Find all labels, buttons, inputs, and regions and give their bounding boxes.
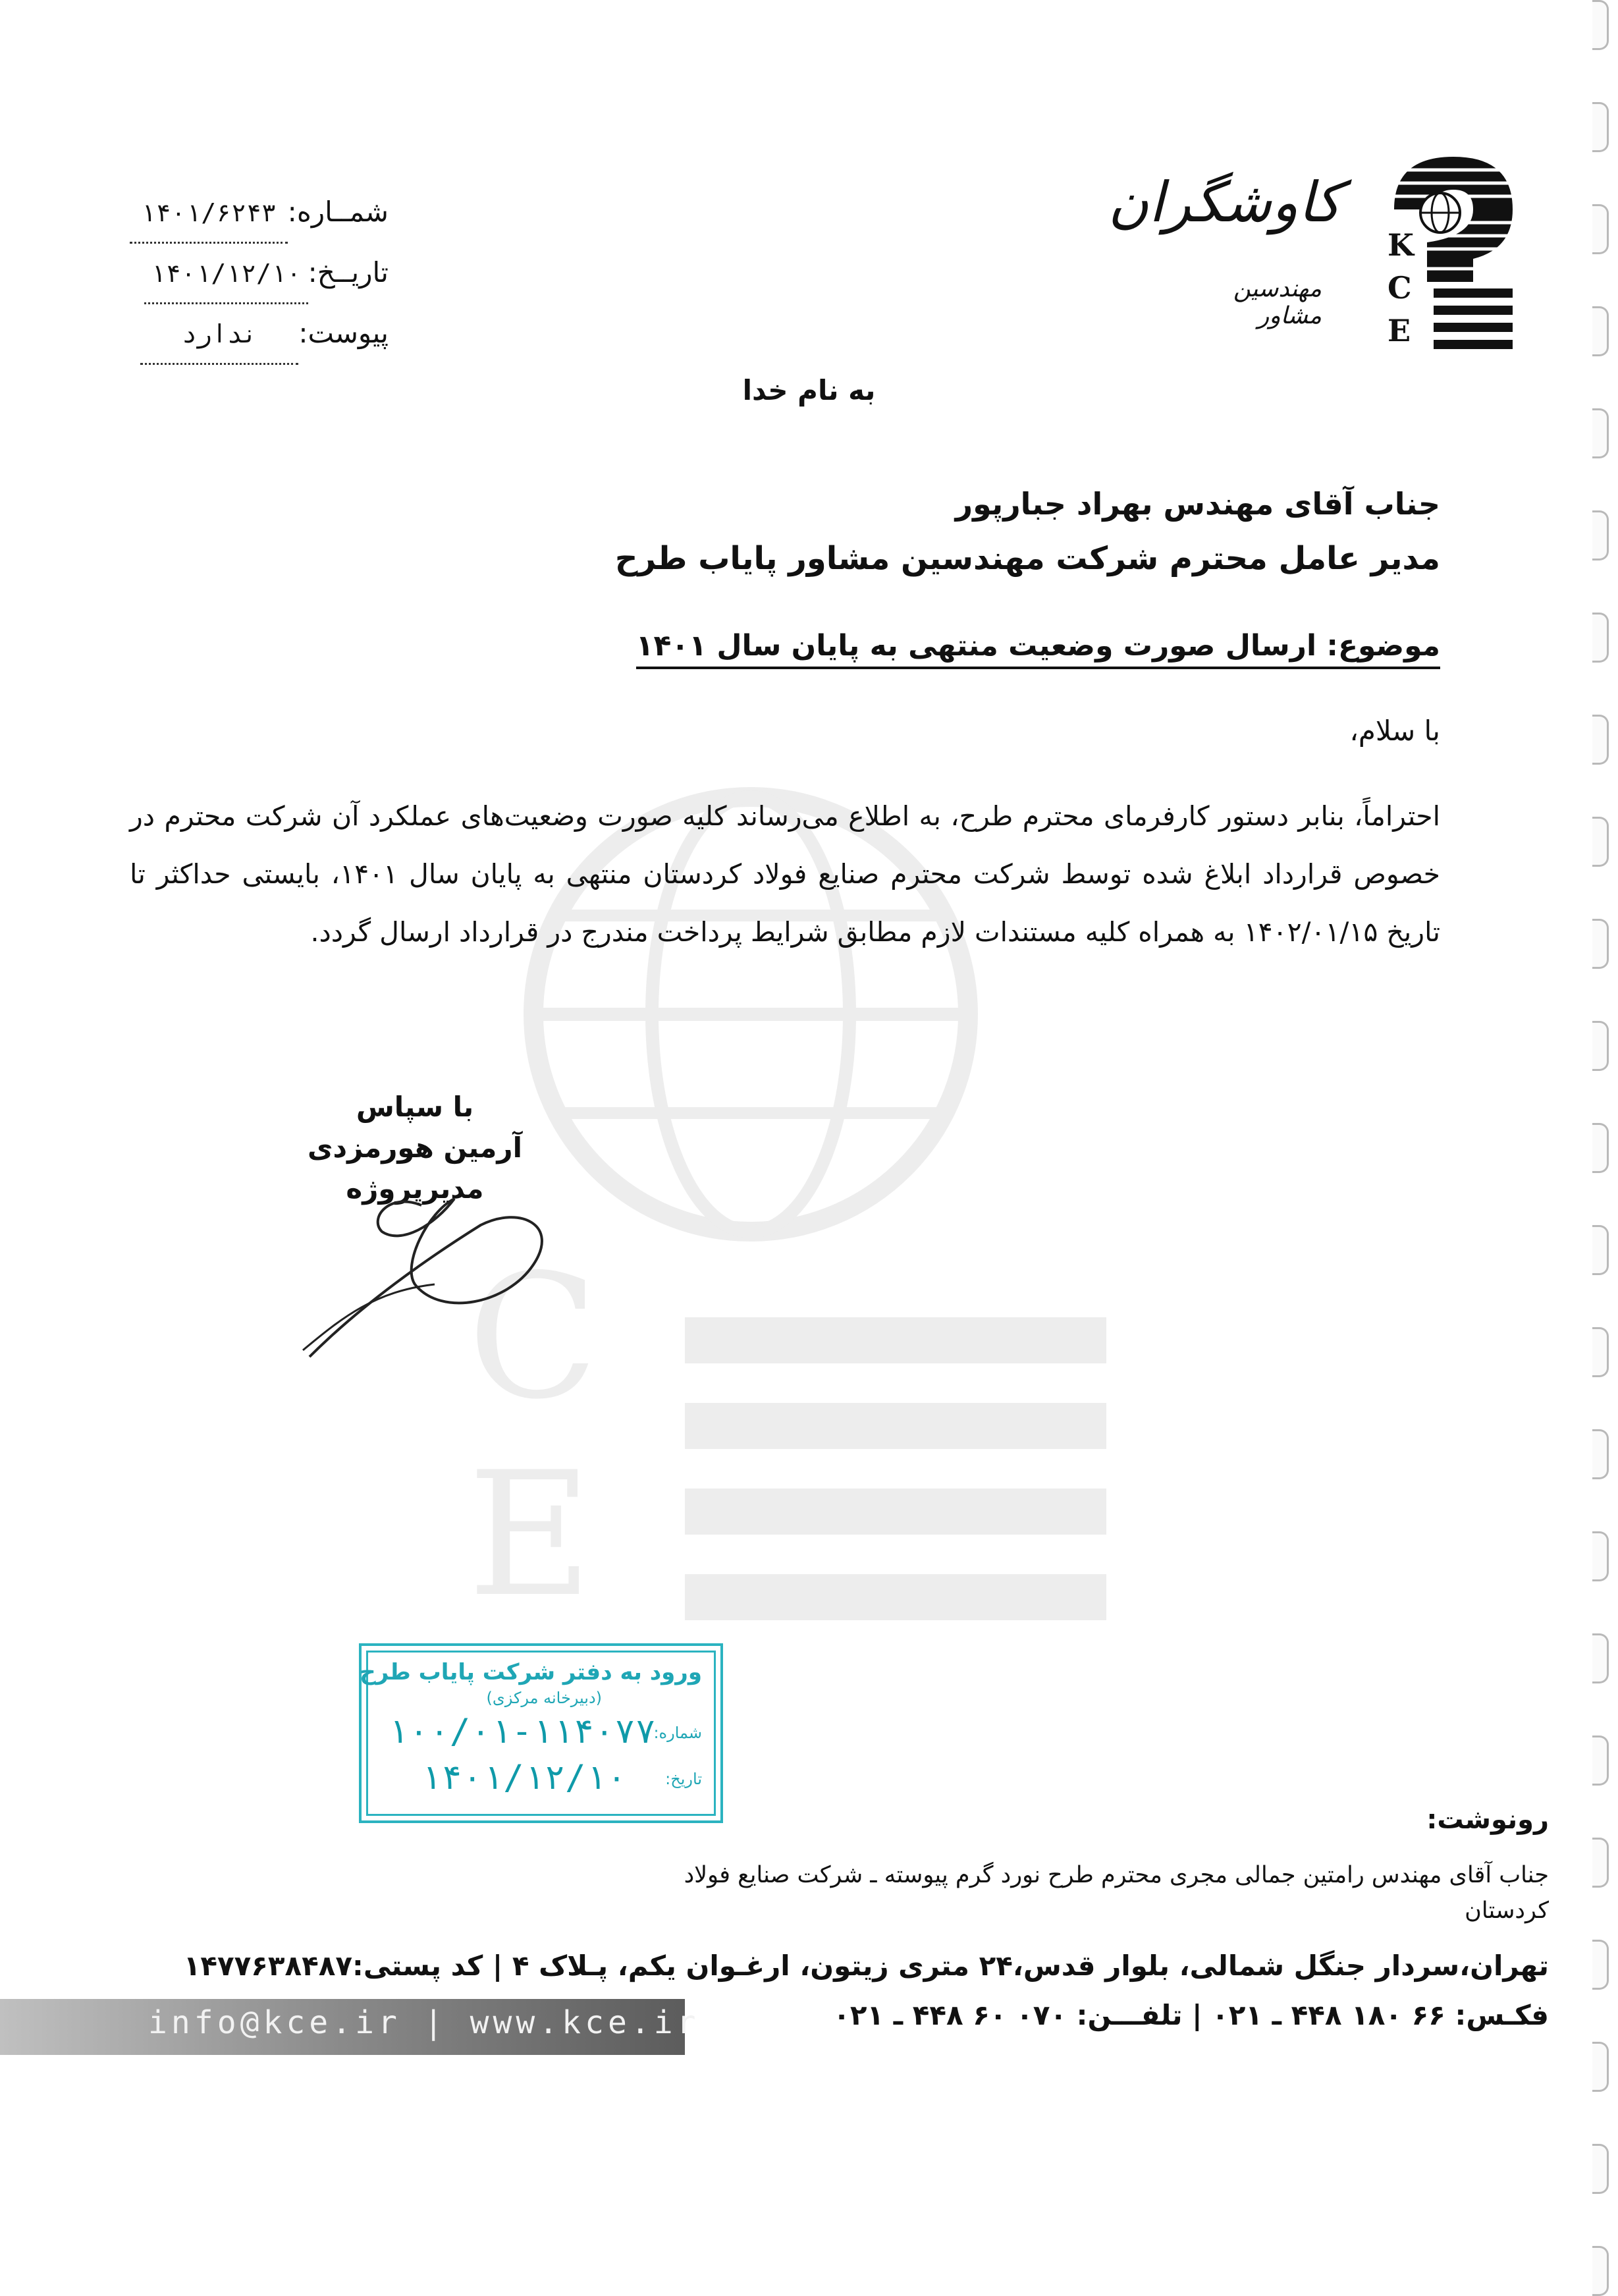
stamp-date-value: ۱۴۰۱/۱۲/۱۰ xyxy=(421,1758,628,1797)
svg-text:C: C xyxy=(1388,270,1412,306)
footer-address: تهران،سردار جنگل شمالی، بلوار قدس،۲۴ متری زیتون، ارغـوان یکم، پـلاک ۴ | کد پستی:۱۴۷۷۶۳۸۴۸۷ xyxy=(183,1950,1549,1982)
svg-text:C: C xyxy=(468,1238,599,1437)
footer-web-band xyxy=(0,1999,700,2055)
cc-label: رونوشت: xyxy=(1426,1805,1549,1835)
signer-title: مدیرپروژه xyxy=(346,1172,484,1205)
stamp-number-label: شماره: xyxy=(653,1724,702,1742)
stamp-date-label: تاریخ: xyxy=(665,1770,702,1788)
spiral-binding xyxy=(1572,0,1618,2295)
basmala-heading: به نام خدا xyxy=(742,374,876,406)
footer-web-text: info@kce.ir | www.kce.ir xyxy=(148,2004,700,2041)
closing-text: با سپاس xyxy=(356,1091,474,1123)
letter-date-label: تاریــخ: xyxy=(308,256,389,288)
letter-number-label: شمــاره: xyxy=(287,196,389,228)
letter-attachment-row xyxy=(72,304,389,365)
kce-logo-icon xyxy=(1381,150,1519,354)
greeting: با سلام، xyxy=(1349,715,1440,747)
stamp-subtitle: (دبیرخانه مرکزی) xyxy=(486,1689,602,1707)
letter-number-row xyxy=(72,183,389,244)
letter-attachment-value: ندارد xyxy=(140,305,298,365)
logo-company-name: کاوشگران xyxy=(1108,170,1341,234)
letter-date-row xyxy=(72,244,389,304)
stamp-number-value: ۱۰۰/۰۱-۱۱۴۰۷۷ xyxy=(388,1712,656,1751)
signer-name: آرمین هورمزدی xyxy=(308,1132,522,1164)
footer-contact: فکـس: ۶۶ ۱۸۰ ۴۴۸ ـ ۰۲۱ | تلفـــن: ۰۷۰ ۶۰ ۴۴۸ ـ ۰۲۱ xyxy=(833,1999,1549,2031)
svg-text:E: E xyxy=(468,1436,593,1635)
letter-number-value: ۱۴۰۱/۶۲۴۳ xyxy=(130,184,288,244)
letter-subject: موضوع: ارسال صورت وضعیت منتهی به پایان سال ۱۴۰۱ xyxy=(636,629,1440,669)
logo-subtitle: مهندسین مشاور xyxy=(1233,275,1322,329)
recipient-title: مدیر عامل محترم شرکت مهندسین مشاور پایاب طرح xyxy=(614,540,1440,577)
recipient-name: جناب آقای مهندس بهراد جبارپور xyxy=(955,486,1440,522)
cc-text: جناب آقای مهندس رامتین جمالی مجری محترم طرح نورد گرم پیوسته ـ شرکت صنایع فولاد کردستان xyxy=(684,1862,1549,1924)
svg-text:E: E xyxy=(1388,313,1411,348)
letter-attachment-label: پیوست: xyxy=(298,317,389,349)
company-logo xyxy=(1108,150,1519,354)
svg-text:K: K xyxy=(1388,227,1414,263)
letter-body: احتراماً، بنابر دستور کارفرمای محترم طرح، به اطلاع می‌رساند کلیه صورت وضعیت‌های عملکرد آن شرکت محترم در خصوص قرارداد ابلاغ شده توسط شرکت محترم صنایع فولاد کردستان منتهی به پایان سال ۱۴۰۱، بایستی حداکثر تا تاریخ ۱۴۰۲/۰۱/۱۵ به همراه کلیه مستندات لازم مطابق شرایط پرداخت مندرج در قرارداد ارسال گردد. xyxy=(130,800,1440,948)
incoming-stamp xyxy=(359,1643,723,1823)
stamp-title: ورود به دفتر شرکت پایاب طرح xyxy=(360,1659,702,1685)
handwritten-signature xyxy=(283,1186,566,1370)
letter-meta xyxy=(72,183,389,365)
letter-date-value: ۱۴۰۱/۱۲/۱۰ xyxy=(144,244,308,304)
